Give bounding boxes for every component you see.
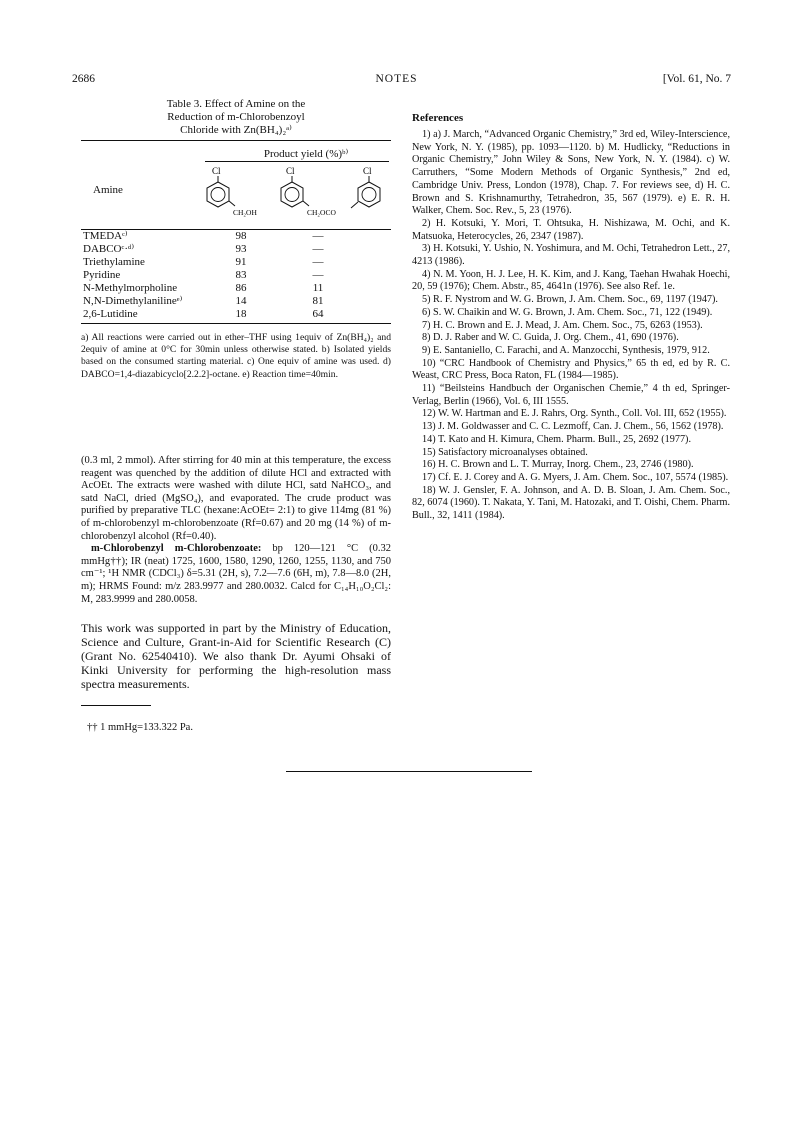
yield-alcohol-cell: 91 bbox=[235, 256, 247, 268]
benzene-ring-icon bbox=[203, 166, 263, 226]
amine-cell: Pyridine bbox=[83, 269, 121, 281]
acknowledgment: This work was supported in part by the Ministry of Education, Science and Culture, Grant-in-Aid for Scientific Research (C) (Grant No. 62540410). We also thank Dr. Ayumi Ohsaki of Kinki University for performing the high-resolution mass spectra measurements. bbox=[81, 621, 391, 692]
footnote-rule bbox=[81, 705, 151, 706]
yield-alcohol-cell: 86 bbox=[235, 282, 247, 294]
yield-ester-cell: — bbox=[312, 243, 324, 255]
yield-alcohol-cell: 14 bbox=[235, 295, 247, 307]
table-row bbox=[81, 269, 391, 282]
substituent-label: CH₂OCO bbox=[307, 208, 336, 217]
paragraph bbox=[81, 543, 391, 606]
volume-info: [Vol. 61, No. 7 bbox=[662, 73, 731, 85]
caption-line: Chloride with Zn(BH₄)₂ᵃ⁾ bbox=[180, 124, 292, 136]
chloro-label: Cl bbox=[363, 166, 372, 176]
table-top-rule bbox=[81, 140, 391, 141]
table-bottom-rule bbox=[81, 323, 391, 324]
reference-item: 12) W. W. Hartman and E. J. Rahrs, Org. Synth., Coll. Vol. III, 652 (1955). bbox=[422, 408, 727, 420]
substituent-label: CH₂OH bbox=[233, 208, 257, 217]
table-row bbox=[81, 282, 391, 295]
footnote: †† 1 mmHg=133.322 Pa. bbox=[87, 722, 193, 734]
chloro-label: Cl bbox=[212, 166, 221, 176]
reference-item: 5) R. F. Nystrom and W. G. Brown, J. Am. Chem. Soc., 69, 1197 (1947). bbox=[422, 294, 718, 306]
yield-alcohol-cell: 98 bbox=[235, 230, 247, 242]
references-title: References bbox=[412, 112, 464, 124]
results-table bbox=[81, 230, 391, 321]
yield-ester-cell: 11 bbox=[312, 282, 324, 294]
yield-alcohol-cell: 18 bbox=[235, 308, 247, 320]
yield-ester-cell: 81 bbox=[312, 295, 324, 307]
amine-cell: N,N-Dimethylanilineᵉ⁾ bbox=[83, 295, 183, 307]
reference-item: 16) H. C. Brown and L. T. Murray, Inorg. Chem., 23, 2746 (1980). bbox=[422, 459, 694, 471]
table-row bbox=[81, 295, 391, 308]
yield-ester-cell: 64 bbox=[312, 308, 324, 320]
yield-ester-cell: — bbox=[312, 256, 324, 268]
page-number: 2686 bbox=[72, 73, 95, 85]
ester-structure-icon bbox=[277, 166, 392, 226]
amine-cell: N-Methylmorpholine bbox=[83, 282, 178, 294]
table-notes: a) All reactions were carried out in ether–THF using 1equiv of Zn(BH₄)₂ and 2equiv of amine at 0°C for 30min unless otherwise stated. b) Isolated yields based on the consumed starting material. c) One equiv of amine was used. d) DABCO=1,4-diazabicyclo[2.2.2]-octane. e) Reaction time=40min. bbox=[81, 332, 391, 380]
reference-item: 6) S. W. Chaikin and W. G. Brown, J. Am. Chem. Soc., 71, 122 (1949). bbox=[422, 306, 713, 318]
experimental-text bbox=[81, 455, 391, 606]
benzyl-benzoate-structure bbox=[277, 166, 392, 231]
amine-cell: DABCOᶜ·ᵈ⁾ bbox=[83, 243, 135, 255]
compound-data: bp 120—121 °C (0.32 mmHg††); IR (neat) 1725, 1600, 1580, 1290, 1260, 1255, 1130, and 750 cm⁻¹; ¹H NMR (CDCl₃) δ=5.31 (2H, s), 7.2—7.6 (6H, m), 7.8—8.0 (2H, m); HRMS Found: m/z 283.9977 and 280.0032. Calcd for C₁₄H₁₀O₂Cl₂: M, 283.9999 and 280.0058. bbox=[81, 543, 391, 605]
yield-column-header: Product yield (%)ᵇ⁾ bbox=[263, 148, 349, 160]
table-row bbox=[81, 230, 391, 243]
reference-item: 4) N. M. Yoon, H. J. Lee, H. K. Kim, and J. Kang, Taehan Hwahak Hoechi, 20, 59 (1976); Chem. Abstr., 85, 4641n (1976). See also Ref. 1e. bbox=[412, 268, 730, 293]
table-row bbox=[81, 256, 391, 269]
reference-item: 17) Cf. E. J. Corey and A. G. Myers, J. Am. Chem. Soc., 107, 5574 (1985). bbox=[422, 471, 729, 483]
table-row bbox=[81, 308, 391, 321]
amine-cell: TMEDAᶜ⁾ bbox=[83, 230, 128, 242]
table-header bbox=[81, 144, 391, 229]
reference-item: 3) H. Kotsuki, Y. Ushio, N. Yoshimura, and M. Ochi, Tetrahedron Lett., 27, 4213 (1986). bbox=[412, 243, 730, 268]
reference-item: 11) “Beilsteins Handbuch der Organischen Chemie,” 4 th ed, Springer-Verlag, Berlin (1966), Vol. 6, III 1555. bbox=[412, 383, 730, 407]
reference-item: 1) a) J. March, “Advanced Organic Chemistry,” 3rd ed, Wiley-Interscience, New York, N. Y. (1985), pp. 1093—1120. b) M. Hudlicky, “Reductions in Organic Chemistry,” John Wiley & Sons, New York, N. Y. (1984). c) W. Carruthers, “Some Modern Methods of Organic Synthesis,” 2nd ed, Cambridge Univ. Press, London (1978), Chap. 7. For reviews see, d) H. C. Brown and S. Krishnamurthy, Tetrahedron, 35, 567 (1979). e) E. R. H. Walker, Chem. Soc. Rev., 5, 23 (1976). bbox=[412, 129, 730, 217]
reference-item: 15) Satisfactory microanalyses obtained. bbox=[422, 446, 588, 458]
reference-item: 7) H. C. Brown and E. J. Mead, J. Am. Chem. Soc., 75, 6263 (1953). bbox=[422, 319, 703, 331]
left-body bbox=[81, 455, 391, 733]
chloro-label: Cl bbox=[286, 166, 295, 176]
references-column bbox=[412, 112, 730, 523]
amine-cell: Triethylamine bbox=[83, 256, 145, 268]
amine-column-header: Amine bbox=[93, 184, 123, 196]
caption-line: Reduction of m-Chlorobenzoyl bbox=[167, 111, 305, 123]
yield-ester-cell: — bbox=[312, 230, 324, 242]
benzyl-alcohol-structure bbox=[203, 166, 263, 231]
reference-item: 8) D. J. Raber and W. C. Guida, J. Org. Chem., 41, 690 (1976). bbox=[422, 332, 679, 344]
paragraph: (0.3 ml, 2 mmol). After stirring for 40 min at this temperature, the excess reagent was quenched by the addition of dilute HCl and extracted with AcOEt. The extracts were washed with dilute HCl, satd NaHCO₃, and satd NaCl, dried (MgSO₄), and evaporated. The crude product was purified by preparative TLC (hexane:AcOEt= 2:1) to give 114mg (81 %) of m-chlorobenzyl m-chlorobenzoate (Rf=0.67) and 20 mg (14 %) of m-chlorobenzyl alcohol (Rf=0.40). bbox=[81, 455, 391, 542]
yield-alcohol-cell: 93 bbox=[235, 243, 247, 255]
article-end-rule bbox=[286, 771, 532, 772]
table-row bbox=[81, 243, 391, 256]
amine-cell: 2,6-Lutidine bbox=[83, 308, 138, 320]
reference-item: 9) E. Santaniello, C. Farachi, and A. Manzocchi, Synthesis, 1979, 912. bbox=[422, 344, 710, 356]
reference-item: 2) H. Kotsuki, Y. Mori, T. Ohtsuka, H. Nishizawa, M. Ochi, and K. Matsuoka, Heterocycles, 26, 2347 (1987). bbox=[412, 217, 730, 242]
reference-item: 18) W. J. Gensler, F. A. Johnson, and A. D. B. Sloan, J. Am. Chem. Soc., 82, 6074 (1960). T. Nakata, Y. Tani, M. Hatozaki, and T. Oishi, Chem. Pharm. Bull., 32, 1411 (1984). bbox=[412, 484, 730, 522]
running-header: NOTES bbox=[375, 73, 418, 85]
left-column bbox=[81, 98, 391, 381]
reference-item: 14) T. Kato and H. Kimura, Chem. Pharm. Bull., 25, 2692 (1977). bbox=[422, 433, 691, 445]
compound-title: m-Chlorobenzyl m-Chlorobenzoate: bbox=[91, 543, 262, 555]
yield-ester-cell: — bbox=[312, 269, 324, 281]
reference-item: 10) “CRC Handbook of Chemistry and Physics,” 65 th ed, ed by R. C. Weast, CRC Press, Boca Raton, FL (1984—1985). bbox=[412, 357, 730, 382]
yield-rule bbox=[205, 161, 389, 162]
yield-alcohol-cell: 83 bbox=[235, 269, 247, 281]
reference-item: 13) J. M. Goldwasser and C. C. Lezmoff, Can. J. Chem., 56, 1562 (1978). bbox=[422, 421, 724, 433]
caption-line: Table 3. Effect of Amine on the bbox=[166, 98, 306, 110]
table-caption bbox=[81, 98, 391, 137]
